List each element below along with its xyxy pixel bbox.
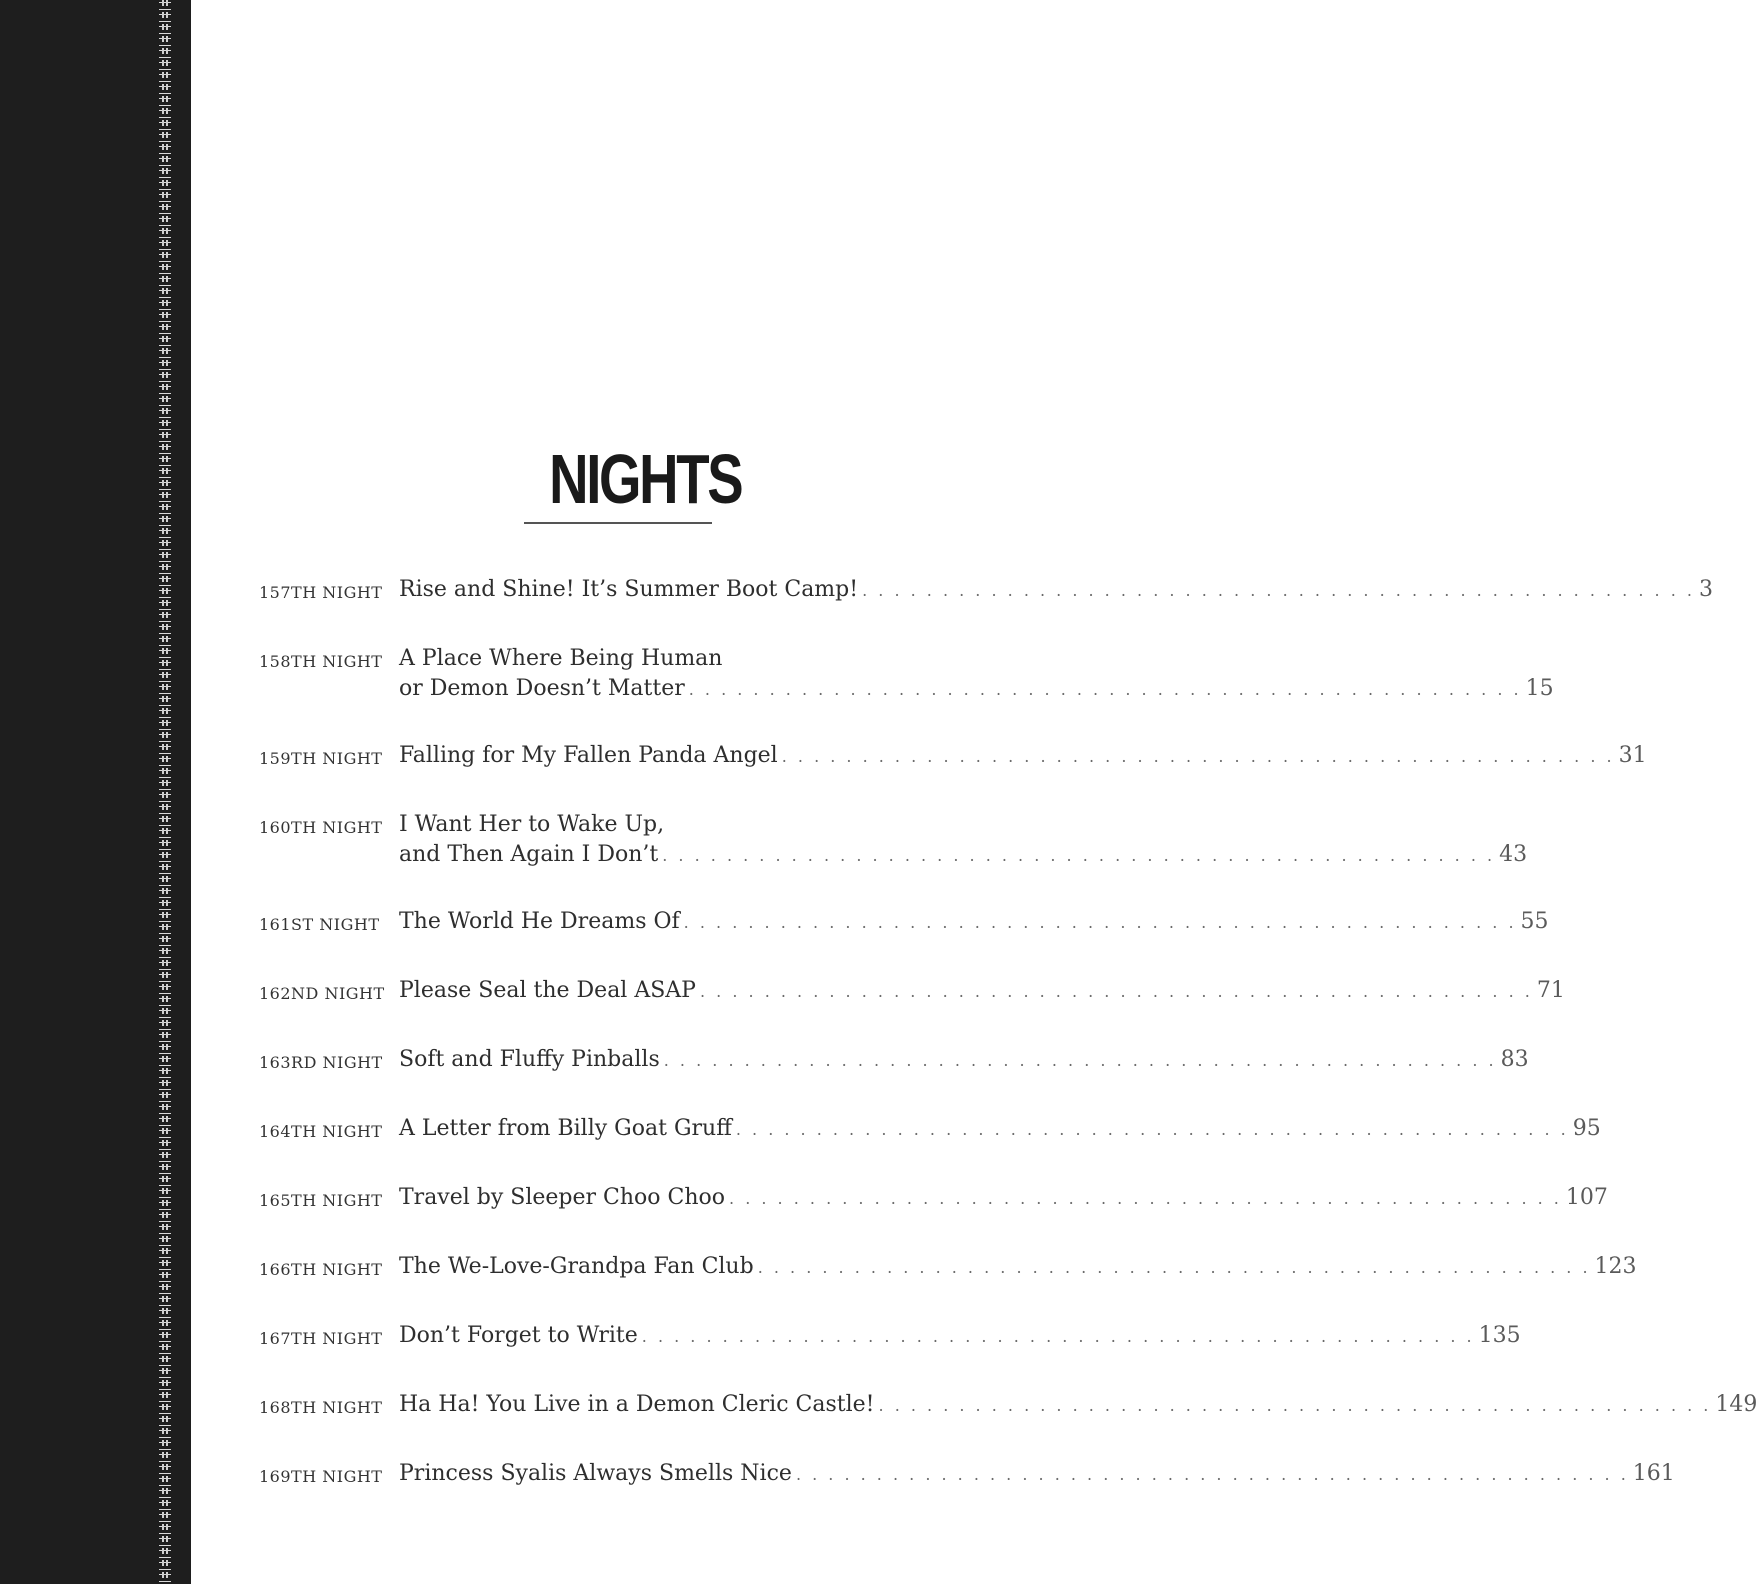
entry-title — [399, 1045, 1529, 1076]
entry-title — [399, 1459, 1675, 1490]
entry-title-line — [399, 1459, 1675, 1490]
page-number: 55 — [1520, 909, 1549, 934]
title-text: or Demon Doesn’t Matter — [399, 676, 685, 701]
entry-title — [399, 976, 1565, 1007]
night-number: 162ND NIGHT — [259, 984, 385, 1003]
title-first-line: I Want Her to Wake Up, — [399, 812, 665, 837]
dot-leader — [862, 576, 1695, 606]
toc-entry[interactable] — [259, 907, 1549, 938]
toc-entry[interactable] — [259, 1390, 1757, 1421]
title-text: Rise and Shine! It’s Summer Boot Camp! — [399, 577, 859, 602]
night-number: 158TH NIGHT — [259, 652, 383, 671]
entry-title-line — [399, 1252, 1637, 1283]
night-number: 166TH NIGHT — [259, 1260, 383, 1279]
title-text: Falling for My Fallen Panda Angel — [399, 743, 778, 768]
left-border-panel — [0, 0, 191, 1584]
page-number: 71 — [1536, 978, 1565, 1003]
title-text: Don’t Forget to Write — [399, 1323, 638, 1348]
page-number: 31 — [1618, 743, 1647, 768]
entry-title-line — [399, 976, 1565, 1007]
dot-leader — [684, 908, 1517, 938]
entry-title-line — [399, 1183, 1608, 1214]
dot-leader — [736, 1115, 1569, 1145]
dot-leader — [700, 977, 1533, 1007]
dot-leader — [729, 1184, 1562, 1214]
toc-heading — [522, 438, 742, 524]
entry-title — [399, 575, 1713, 606]
toc-entry[interactable] — [259, 575, 1713, 606]
page-number: 107 — [1565, 1185, 1608, 1210]
entry-title-line — [399, 741, 1647, 772]
toc-entry[interactable] — [259, 1183, 1608, 1214]
night-number: 159TH NIGHT — [259, 749, 383, 768]
page-number: 15 — [1525, 676, 1554, 701]
entry-title — [399, 644, 1554, 705]
page-number: 135 — [1478, 1323, 1521, 1348]
dot-leader — [796, 1460, 1629, 1490]
night-number: 163RD NIGHT — [259, 1053, 383, 1072]
night-number: 169TH NIGHT — [259, 1467, 383, 1486]
entry-title — [399, 810, 1527, 871]
night-number: 161ST NIGHT — [259, 915, 380, 934]
toc-entry[interactable] — [259, 1252, 1637, 1283]
night-number: 167TH NIGHT — [259, 1329, 383, 1348]
night-number: 160TH NIGHT — [259, 818, 383, 837]
title-text: and Then Again I Don’t — [399, 842, 659, 867]
entry-title-line — [399, 1114, 1601, 1145]
entry-title — [399, 1252, 1637, 1283]
entry-title-line — [399, 907, 1549, 938]
night-number: 157TH NIGHT — [259, 583, 383, 602]
title-text: Ha Ha! You Live in a Demon Cleric Castle! — [399, 1392, 875, 1417]
entry-title-line — [399, 1390, 1757, 1421]
toc-entry[interactable] — [259, 1459, 1675, 1490]
entry-title — [399, 907, 1549, 938]
page-number: 3 — [1698, 577, 1713, 602]
title-first-line: A Place Where Being Human — [399, 646, 723, 671]
dot-leader — [662, 841, 1495, 871]
entry-title — [399, 741, 1647, 772]
entry-title-line — [399, 1321, 1521, 1352]
dot-leader — [664, 1046, 1497, 1076]
page-number: 149 — [1715, 1392, 1757, 1417]
toc-entry[interactable] — [259, 1321, 1521, 1352]
title-text: A Letter from Billy Goat Gruff — [399, 1116, 732, 1141]
page-number: 83 — [1500, 1047, 1529, 1072]
title-text: Soft and Fluffy Pinballs — [399, 1047, 660, 1072]
dot-leader — [879, 1391, 1712, 1421]
night-number: 168TH NIGHT — [259, 1398, 383, 1417]
night-number: 164TH NIGHT — [259, 1122, 383, 1141]
entry-title — [399, 1321, 1521, 1352]
toc-entry[interactable] — [259, 741, 1647, 772]
page-number: 43 — [1499, 842, 1528, 867]
entry-title-line — [399, 575, 1713, 606]
toc-entry[interactable] — [259, 1045, 1529, 1076]
entry-title-line — [399, 1045, 1529, 1076]
title-text: Please Seal the Deal ASAP — [399, 978, 696, 1003]
toc-entry[interactable] — [259, 976, 1565, 1007]
title-text: Princess Syalis Always Smells Nice — [399, 1461, 792, 1486]
chain-decoration — [159, 0, 171, 1584]
entry-title-line — [399, 840, 1527, 871]
toc-entry[interactable] — [259, 810, 1527, 871]
title-text: Travel by Sleeper Choo Choo — [399, 1185, 726, 1210]
page-title: NIGHTS — [549, 440, 742, 518]
heading-underline — [524, 522, 712, 524]
night-number: 165TH NIGHT — [259, 1191, 383, 1210]
toc-entry[interactable] — [259, 1114, 1601, 1145]
dot-leader — [642, 1322, 1475, 1352]
toc-entry[interactable] — [259, 644, 1554, 705]
page-number: 123 — [1594, 1254, 1637, 1279]
page-number: 161 — [1632, 1461, 1675, 1486]
entry-title — [399, 1114, 1601, 1145]
entry-title — [399, 1390, 1757, 1421]
title-text: The World He Dreams Of — [399, 909, 680, 934]
entry-title — [399, 1183, 1608, 1214]
dot-leader — [758, 1253, 1591, 1283]
page-number: 95 — [1572, 1116, 1601, 1141]
dot-leader — [782, 742, 1615, 772]
entry-title-line — [399, 674, 1554, 705]
title-text: The We-Love-Grandpa Fan Club — [399, 1254, 754, 1279]
dot-leader — [689, 675, 1522, 705]
